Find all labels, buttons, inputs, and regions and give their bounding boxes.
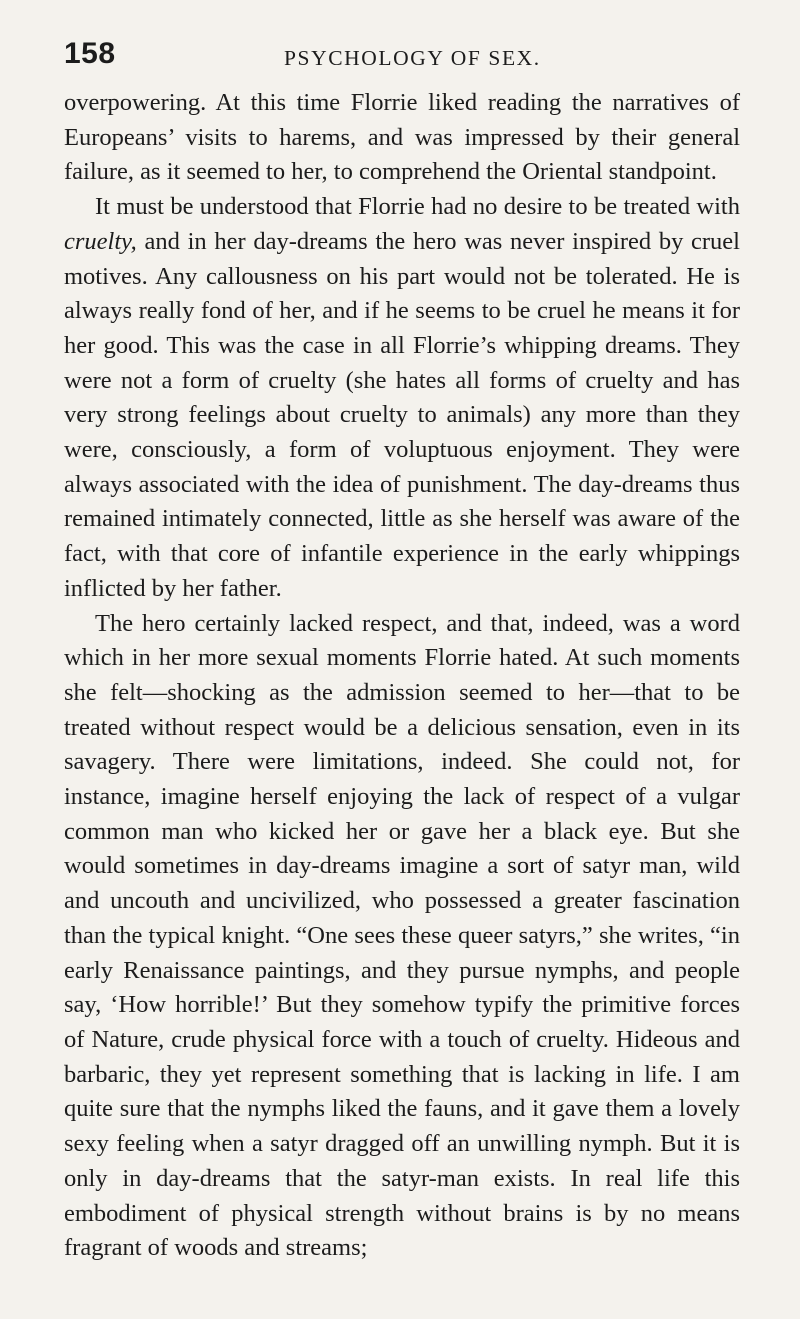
book-page: [64, 34, 740, 1266]
paragraph-2-text-start: It must be understood that Florrie had no desire to be treated with: [95, 193, 740, 221]
running-head: [64, 34, 740, 86]
page-number: 158: [64, 37, 116, 70]
paragraph-2-text-end: and in her day-dreams the hero was never inspired by cruel motives. Any callousness on his part would not be tolerated. He is always really fond of her, and if he seems to be cruel he means it for her good. This was the case in all Florrie’s whipping dreams. They were not a form of cruelty (she hates all forms of cruelty and has very strong feelings about cruelty to animals) any more than they were, consciously, a form of voluptuous enjoyment. They were always associated with the idea of punishment. The day-dreams thus remained intimately connected, little as she herself was aware of the fact, with that core of infantile experience in the early whippings inflicted by her father.: [64, 227, 740, 602]
paragraph-2: [64, 190, 740, 606]
paragraph-1: overpowering. At this time Florrie liked reading the narratives of Europeans’ visits to harems, and was impressed by their general failure, as it seemed to her, to comprehend the Oriental standpoint.: [64, 89, 740, 186]
running-title: PSYCHOLOGY OF SEX.: [284, 46, 541, 70]
paragraph-3: The hero certainly lacked respect, and that, indeed, was a word which in her more sexual moments Florrie hated. At such moments she felt—shocking as the admission seemed to her—that to be treated without respect would be a delicious sensation, even in its savagery. There were limitations, indeed. She could not, for instance, imagine herself enjoying the lack of respect of a vulgar common man who kicked her or gave her a black eye. But she would sometimes in day-dreams imagine a sort of satyr man, wild and uncouth and uncivilized, who possessed a greater fascination than the typical knight. “One sees these queer satyrs,” she writes, “in early Renaissance paintings, and they pursue nymphs, and people say, ‘How horrible!’ But they somehow typify the primitive forces of Nature, crude physical force with a touch of cruelty. Hideous and barbaric, they yet represent something that is lacking in life. I am quite sure that the nymphs liked the fauns, and it gave them a lovely sexy feeling when a satyr dragged off an unwilling nymph. But it is only in day-dreams that the satyr-man exists. In real life this embodiment of physical strength without brains is by no means fragrant of woods and streams;: [64, 609, 740, 1262]
body-text: [64, 86, 740, 1266]
emphasized-word: cruelty,: [64, 227, 137, 255]
